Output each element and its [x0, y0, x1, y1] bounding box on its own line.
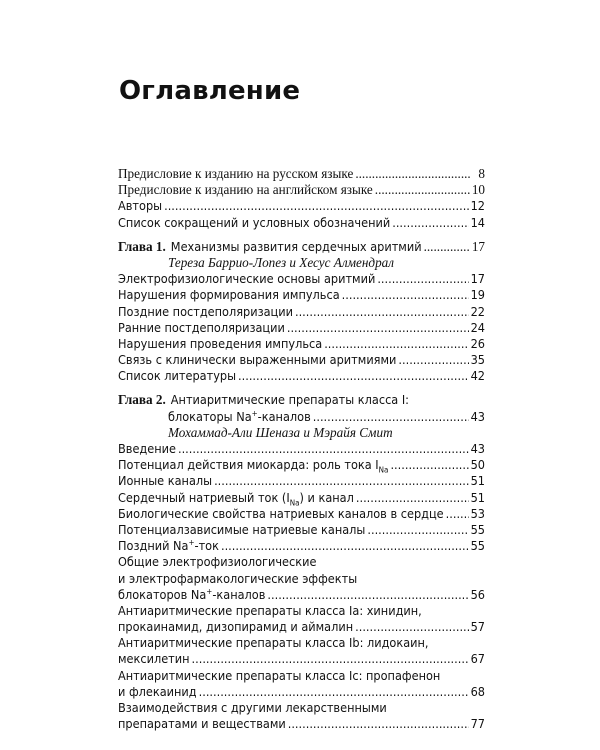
toc-entry-page: 43	[470, 408, 485, 424]
leader-dots	[324, 336, 468, 352]
toc-entry[interactable]	[118, 271, 485, 287]
toc-entry[interactable]	[118, 490, 485, 506]
chapter-title: Антиаритмические препараты класса I:	[170, 392, 409, 408]
chapter-authors: Тереза Баррио-Лопез и Хесус Алмендрал	[168, 254, 395, 270]
leader-dots	[355, 166, 471, 182]
toc-entry-page: 51	[470, 489, 485, 505]
leader-dots	[424, 239, 470, 255]
leader-dots	[355, 619, 468, 635]
toc-entry-page: 17	[470, 271, 485, 287]
toc-entry-title: Список литературы	[118, 368, 237, 384]
toc-entry-title: Связь с клинически выраженными аритмиями	[118, 352, 397, 368]
toc-entry-page: 12	[470, 198, 485, 214]
toc-entry[interactable]	[118, 287, 485, 303]
toc-entry[interactable]	[118, 441, 485, 457]
toc-entry-title-part: ) и канал	[299, 489, 354, 505]
toc-entry[interactable]	[118, 587, 485, 603]
toc-entry[interactable]	[118, 522, 485, 538]
toc-entry-line: Общие электрофизиологические	[118, 554, 317, 570]
toc-entry-title-part: -ток	[194, 538, 219, 554]
leader-dots	[288, 716, 469, 732]
toc-entry[interactable]	[118, 320, 485, 336]
toc-entry-page: 77	[470, 716, 485, 732]
toc-entry-page: 19	[470, 287, 485, 303]
chapter-1-heading[interactable]	[118, 239, 485, 255]
leader-dots	[221, 538, 469, 554]
toc-entry-page: 17	[471, 238, 485, 254]
leader-dots	[392, 215, 468, 231]
toc-entry[interactable]	[118, 182, 485, 198]
chapter-title-part: блокаторы Na	[168, 408, 252, 424]
toc-entry-page: 67	[470, 651, 485, 667]
superscript: +	[206, 586, 213, 596]
leader-dots	[267, 587, 468, 603]
toc-entry-line: и электрофармакологические эффекты	[118, 570, 358, 586]
toc-entry[interactable]	[118, 304, 485, 320]
toc-entry[interactable]	[118, 215, 485, 231]
toc-entry-title: Поздние постдеполяризации	[118, 303, 293, 319]
toc-entry-line: Антиаритмические препараты класса Ia: хинидин,	[118, 602, 422, 618]
toc-entry-page: 14	[470, 214, 485, 230]
leader-dots	[367, 522, 468, 538]
toc-entry-title: Ионные каналы	[118, 473, 213, 489]
toc-entry-title: Поздний Na	[118, 538, 189, 554]
toc-entry[interactable]	[118, 166, 485, 182]
chapter-authors: Мохаммад-Али Шеназа и Мэрайя Смит	[168, 424, 393, 440]
toc-entry[interactable]	[118, 506, 485, 522]
superscript: +	[188, 537, 195, 547]
toc-entry-page: 24	[470, 319, 485, 335]
toc-entry-line: Антиаритмические препараты класса Ib: лидокаин,	[118, 635, 429, 651]
leader-dots	[214, 473, 469, 489]
toc-entry-title: Нарушения проведения импульса	[118, 335, 323, 351]
leader-dots	[398, 352, 468, 368]
toc-entry-page: 68	[470, 683, 485, 699]
toc-entry-title: мексилетин	[118, 651, 190, 667]
leader-dots	[390, 457, 468, 473]
toc-entry-title: Предисловие к изданию на английском языке	[118, 182, 373, 198]
superscript: +	[251, 408, 258, 418]
leader-dots	[356, 490, 469, 506]
chapter-2-heading-cont[interactable]	[118, 409, 485, 425]
leader-dots	[199, 684, 469, 700]
toc-entry[interactable]	[118, 716, 485, 732]
toc-entry-page: 43	[470, 441, 485, 456]
chapter-title-part: -каналов	[257, 408, 311, 424]
leader-dots	[377, 271, 468, 287]
toc-entry-title: Предисловие к изданию на русском языке	[118, 166, 354, 181]
toc-entry-page: 42	[470, 368, 485, 384]
toc-entry-title: Электрофизиологические основы аритмий	[118, 271, 376, 287]
toc-entry[interactable]	[118, 619, 485, 635]
chapter-label: Глава 2.	[118, 392, 166, 408]
toc-entry[interactable]	[118, 352, 485, 368]
toc-entry-page: 53	[470, 505, 485, 521]
toc-entry[interactable]	[118, 473, 485, 489]
toc-entry-title: Потенциалзависимые натриевые каналы	[118, 521, 366, 537]
toc-entry-title: препаратами и веществами	[118, 716, 286, 732]
leader-dots	[178, 441, 469, 457]
leader-dots	[295, 304, 469, 320]
toc-entry-page: 55	[470, 538, 485, 554]
toc-entry-page: 50	[470, 457, 485, 473]
toc-entry-page: 10	[471, 182, 485, 198]
toc-entry-title: Ранние постдеполяризации	[118, 319, 285, 335]
toc-entry[interactable]	[118, 651, 485, 667]
toc-entry-page: 57	[470, 619, 485, 635]
leader-dots	[313, 409, 469, 425]
toc-entry-page: 22	[470, 303, 485, 319]
leader-dots	[287, 320, 469, 336]
subscript: Na	[289, 498, 300, 508]
chapter-label: Глава 1.	[118, 238, 166, 254]
toc-entry-title: Биологические свойства натриевых каналов в сердце	[118, 505, 444, 521]
leader-dots	[446, 506, 469, 522]
toc-entry-title: и флекаинид	[118, 683, 197, 699]
subscript: Na	[378, 465, 389, 475]
toc-entry-title: Потенциал действия миокарда: роль тока I	[118, 457, 379, 473]
toc-entry-page: 8	[478, 166, 485, 181]
leader-dots	[192, 651, 469, 667]
toc-entry[interactable]	[118, 198, 485, 214]
toc-entry-title: блокаторов Na	[118, 586, 207, 602]
leader-dots	[375, 182, 470, 198]
toc-entry-page: 56	[470, 586, 485, 602]
chapter-title: Механизмы развития сердечных аритмий	[170, 238, 422, 254]
toc-entry-page: 26	[470, 335, 485, 351]
toc-entry[interactable]	[118, 457, 485, 473]
toc-entry-page: 55	[470, 521, 485, 537]
toc-entry[interactable]	[118, 684, 485, 700]
table-of-contents	[118, 166, 485, 732]
toc-entry[interactable]	[118, 336, 485, 352]
page-title: Оглавление	[119, 76, 301, 106]
leader-dots	[342, 287, 469, 303]
toc-entry-title: Список сокращений и условных обозначений	[118, 214, 391, 230]
toc-entry-line: Антиаритмические препараты класса Ic: пропафенон	[118, 667, 441, 683]
toc-entry-title: Нарушения формирования импульса	[118, 287, 340, 303]
toc-entry-line: Взаимодействия с другими лекарственными	[118, 700, 387, 715]
toc-entry-page: 51	[470, 473, 485, 489]
leader-dots	[164, 198, 468, 214]
toc-entry-title-part: -каналов	[212, 586, 266, 602]
toc-entry-title: Введение	[118, 441, 176, 456]
chapter-2-heading[interactable]	[118, 392, 485, 408]
toc-entry-title: Авторы	[118, 198, 163, 214]
toc-entry[interactable]	[118, 368, 485, 384]
toc-entry-page: 35	[470, 352, 485, 368]
toc-entry-title: прокаинамид, дизопирамид и аймалин	[118, 619, 354, 635]
leader-dots	[238, 368, 469, 384]
toc-entry[interactable]	[118, 538, 485, 554]
toc-entry-title: Сердечный натриевый ток (I	[118, 489, 290, 505]
